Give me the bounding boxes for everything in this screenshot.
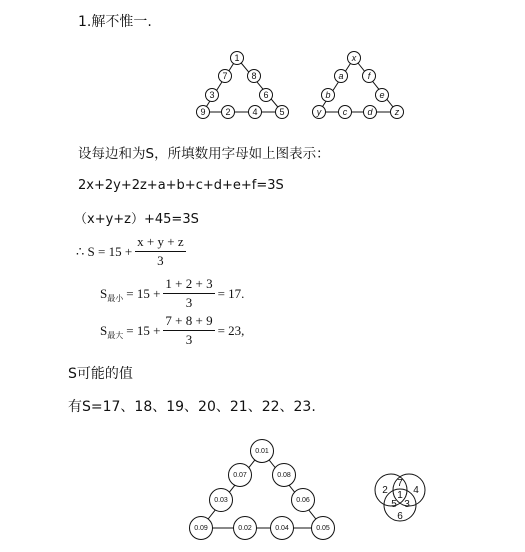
node-bottom-left: 9 bbox=[200, 107, 206, 117]
eq5-s: S bbox=[100, 322, 108, 338]
letter-triangle-right bbox=[307, 48, 411, 122]
node-bottom-left: 0.09 bbox=[194, 525, 208, 532]
equation-max bbox=[100, 313, 244, 348]
eq4-mid: = 15 + bbox=[126, 285, 161, 301]
node-bottom-1: 2 bbox=[225, 107, 231, 117]
node-right-1: 0.08 bbox=[277, 472, 291, 479]
eq4-tail: = 17. bbox=[217, 285, 245, 301]
eq5-subscript: 最大 bbox=[107, 331, 124, 340]
node-bottom-left: y bbox=[316, 107, 322, 117]
node-bottom-right: 5 bbox=[279, 107, 285, 117]
node-bottom-right: z bbox=[394, 107, 400, 117]
node-bottom-2: 0.04 bbox=[275, 525, 289, 532]
node-left-2: b bbox=[325, 90, 331, 100]
equation-3 bbox=[76, 234, 189, 269]
node-right-2: e bbox=[379, 90, 385, 100]
eq4-numerator: 1 + 2 + 3 bbox=[163, 276, 214, 294]
equation-2: （x+y+z）+45=3S bbox=[74, 212, 199, 227]
node-bottom-2: d bbox=[367, 107, 373, 117]
node-left-1: 7 bbox=[222, 71, 228, 81]
equation-min bbox=[100, 276, 244, 311]
node-top: 0.01 bbox=[255, 448, 269, 455]
decimal-triangle bbox=[186, 436, 338, 550]
eq4-s: S bbox=[100, 285, 108, 301]
equation-1: 2x+2y+2z+a+b+c+d+e+f=3S bbox=[78, 178, 284, 193]
node-left-2: 3 bbox=[209, 90, 215, 100]
number-triangle-left bbox=[192, 48, 296, 122]
node-right-1: 8 bbox=[251, 71, 257, 81]
node-bottom-1: 0.02 bbox=[238, 525, 252, 532]
s-values-line: 有S=17、18、19、20、21、22、23. bbox=[68, 399, 316, 415]
eq5-tail: = 23, bbox=[217, 322, 245, 338]
setup-line: 设每边和为S，所填数用字母如上图表示： bbox=[78, 146, 330, 162]
s-possible-values-heading: S可能的值 bbox=[68, 366, 133, 382]
node-top: x bbox=[351, 53, 357, 63]
node-bottom-right: 0.05 bbox=[316, 525, 330, 532]
eq5-mid: = 15 + bbox=[126, 322, 161, 338]
venn-diagram bbox=[368, 465, 432, 529]
eq5-numerator: 7 + 8 + 9 bbox=[163, 313, 214, 331]
venn-region-d: 1 bbox=[397, 490, 403, 501]
venn-region-g: 6 bbox=[397, 511, 403, 522]
venn-region-e: 5 bbox=[391, 499, 397, 510]
venn-region-b: 7 bbox=[397, 478, 403, 489]
node-left-2: 0.03 bbox=[214, 497, 228, 504]
node-right-1: f bbox=[367, 71, 371, 81]
node-right-2: 6 bbox=[263, 90, 269, 100]
venn-region-a: 2 bbox=[382, 485, 388, 496]
node-bottom-1: c bbox=[342, 107, 348, 117]
eq4-subscript: 最小 bbox=[107, 294, 124, 303]
venn-region-c: 4 bbox=[413, 485, 419, 496]
node-left-1: 0.07 bbox=[233, 472, 247, 479]
section-heading: 1.解不惟一. bbox=[78, 14, 152, 30]
eq3-denominator: 3 bbox=[157, 253, 164, 268]
node-top: 1 bbox=[234, 53, 240, 63]
eq5-denominator: 3 bbox=[185, 332, 193, 347]
eq3-numerator: x + y + z bbox=[135, 234, 185, 252]
eq4-denominator: 3 bbox=[185, 295, 193, 310]
eq3-prefix: ∴ S = 15 + bbox=[76, 243, 133, 259]
venn-region-f: 3 bbox=[404, 499, 410, 510]
node-left-1: a bbox=[338, 71, 344, 81]
node-right-2: 0.06 bbox=[296, 497, 310, 504]
node-bottom-2: 4 bbox=[252, 107, 258, 117]
